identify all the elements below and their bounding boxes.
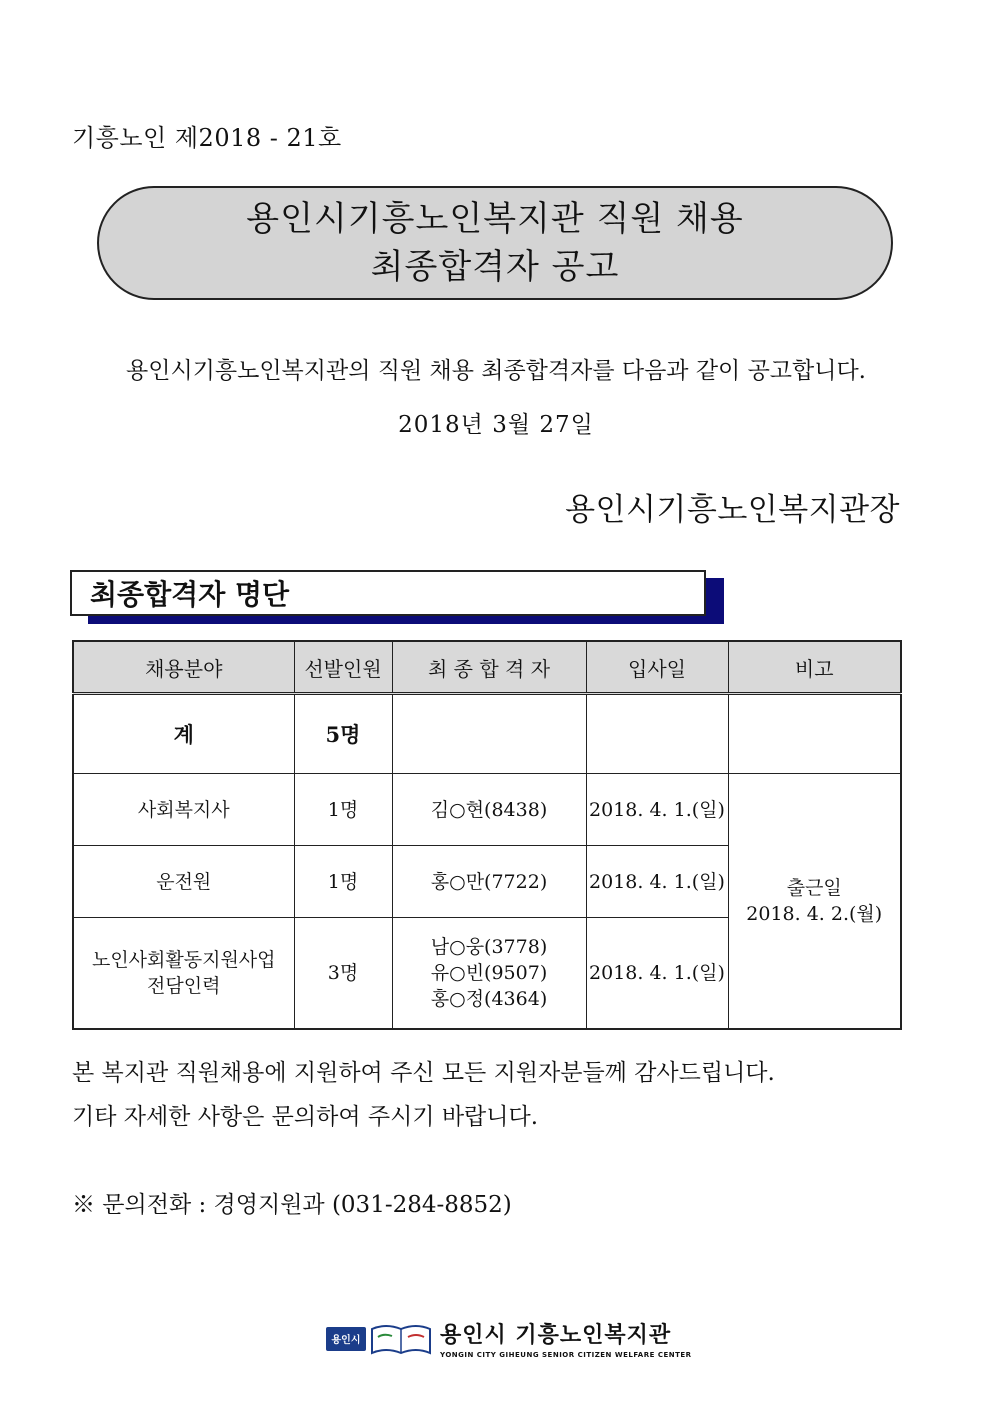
header-count: 선발인원 [294,641,392,694]
section-header [70,570,706,616]
closing-line-2: 기타 자세한 사항은 문의하여 주시기 바랍니다. [72,1104,539,1130]
note-cell [728,774,901,1030]
table-row [73,774,901,846]
header-start-date: 입사일 [586,641,728,694]
header-note: 비고 [728,641,901,694]
section-title: 최종합격자 명단 [90,578,290,611]
footer-logo [326,1318,692,1359]
total-label: 계 [73,694,294,774]
title-line-2: 최종합격자 공고 [370,247,620,287]
count-cell: 3명 [294,918,392,1030]
names-cell: 홍○만(7722) [392,846,586,918]
note-line-1: 출근일 [786,877,842,899]
title-line-1: 용인시기흥노인복지관 직원 채용 [246,199,744,239]
field-cell: 운전원 [73,846,294,918]
total-count: 5명 [294,694,392,774]
logo-english-name: YONGIN CITY GIHEUNG SENIOR CITIZEN WELFARE CENTER [440,1351,692,1359]
announcement-date: 2018년 3월 27일 [398,412,594,438]
name-entry: 홍○정(4364) [430,988,548,1010]
intro-text: 용인시기흥노인복지관의 직원 채용 최종합격자를 다음과 같이 공고합니다. [126,358,866,384]
results-table [72,640,902,1030]
total-row [73,694,901,774]
field-cell [73,918,294,1030]
open-book-icon [370,1321,432,1357]
logo-name: 용인시 기흥노인복지관 [440,1323,672,1348]
closing-line-1: 본 복지관 직원채용에 지원하여 주신 모든 지원자분들께 감사드립니다. [72,1060,775,1086]
total-empty-cell [728,694,901,774]
signer: 용인시기흥노인복지관장 [565,492,900,528]
title-banner [97,186,893,300]
start-date-cell: 2018. 4. 1.(일) [586,918,728,1030]
contact-phone: ※ 문의전화 : 경영지원과 (031-284-8852) [72,1192,512,1218]
field-cell: 사회복지사 [73,774,294,846]
table-header-row [73,641,901,694]
count-cell: 1명 [294,846,392,918]
total-empty-cell [392,694,586,774]
names-cell: 김○현(8438) [392,774,586,846]
header-field: 채용분야 [73,641,294,694]
header-final-candidates: 최 종 합 격 자 [392,641,586,694]
field-line-2: 전담인력 [147,975,221,997]
field-line-1: 노인사회활동지원사업 [91,949,276,971]
logo-badge: 용인시 [326,1327,366,1351]
name-entry: 남○웅(3778) [430,936,548,958]
document-number: 기흥노인 제2018 - 21호 [72,124,342,152]
names-cell [392,918,586,1030]
total-empty-cell [586,694,728,774]
note-line-2: 2018. 4. 2.(월) [746,903,883,925]
start-date-cell: 2018. 4. 1.(일) [586,846,728,918]
name-entry: 유○빈(9507) [430,962,548,984]
start-date-cell: 2018. 4. 1.(일) [586,774,728,846]
count-cell: 1명 [294,774,392,846]
